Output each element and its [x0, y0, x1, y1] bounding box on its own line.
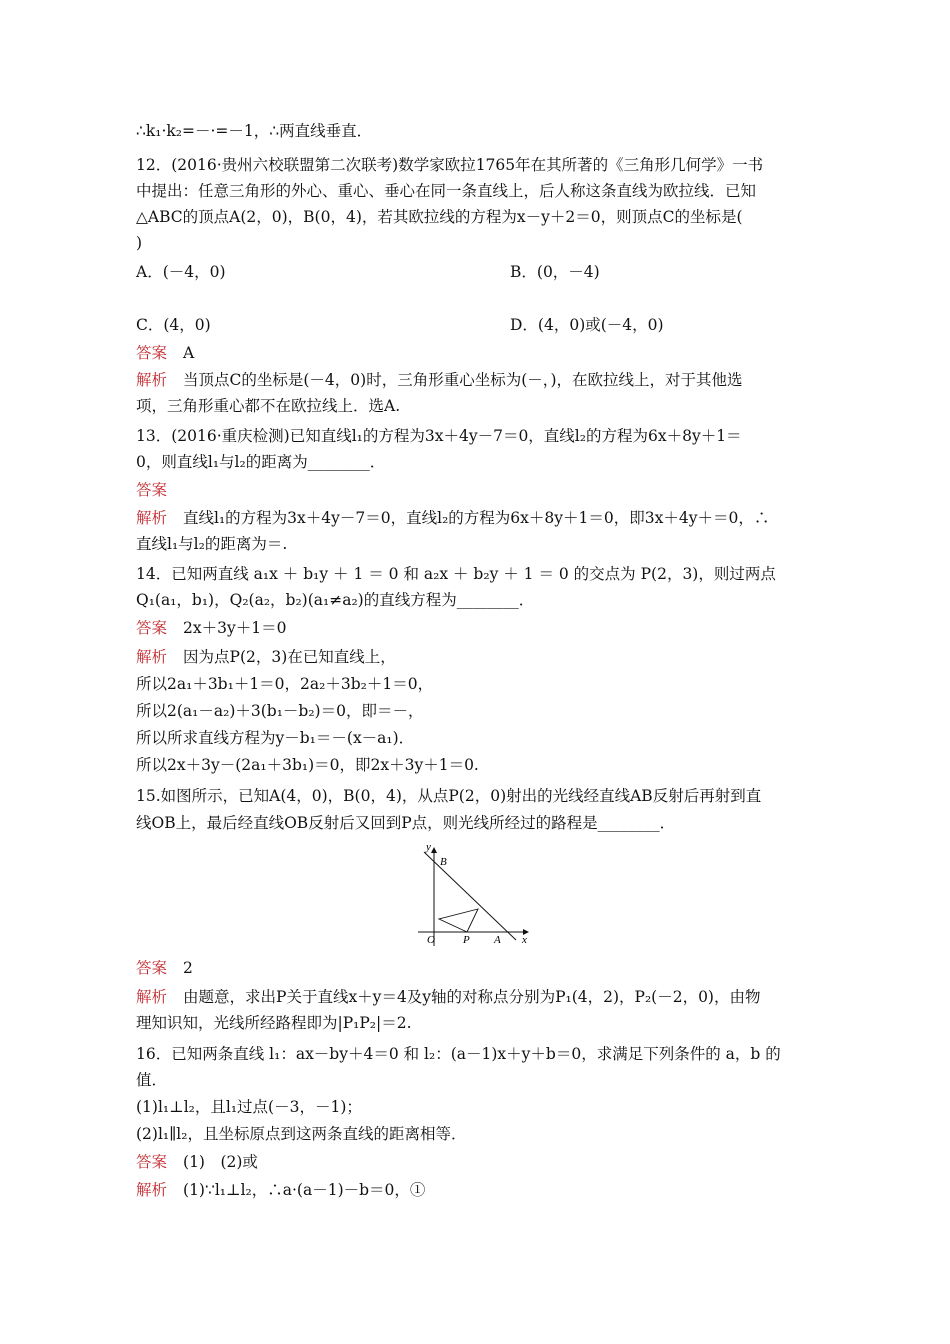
q16-answer: (1) (2)或: [183, 1153, 258, 1171]
q12-stem-line4: ): [136, 234, 143, 252]
q14-analysis-row1: [136, 644, 396, 670]
analysis-label: 解析: [136, 1181, 168, 1199]
q15-analysis-row1: [136, 984, 760, 1010]
label-a: A: [494, 934, 501, 946]
q14-stem-line1: 14．已知两直线 a₁x ＋ b₁y ＋ 1 ＝ 0 和 a₂x ＋ b₂y ＋ 1 ＝ 0 的交点为 P(2，3)，则过两点: [136, 565, 776, 583]
q16-stem-line1: 16．已知两条直线 l₁：ax－by＋4＝0 和 l₂：(a－1)x＋y＋b＝0，求满足下列条件的 a，b 的: [136, 1045, 781, 1063]
q12-answer-row: [136, 340, 194, 366]
answer-label: 答案: [136, 481, 168, 499]
q16-condition2: (2)l₁∥l₂，且坐标原点到这两条直线的距离相等．: [136, 1125, 467, 1143]
q14-answer: 2x＋3y＋1＝0: [183, 619, 287, 637]
q12-option-d: D．(4，0)或(－4，0): [510, 316, 664, 334]
q16-answer-row: [136, 1149, 258, 1175]
q12-option-a: A．(－4，0): [136, 263, 226, 281]
q14-answer-row: [136, 615, 286, 641]
analysis-label: 解析: [136, 988, 168, 1006]
line-ab: [424, 852, 516, 940]
q12-answer: A: [183, 344, 195, 362]
q14-analysis-line3: 所以2(a₁－a₂)＋3(b₁－b₂)＝0，即＝－，: [136, 702, 424, 720]
q13-analysis-line1: 直线l₁的方程为3x＋4y－7＝0，直线l₂的方程为6x＋8y＋1＝0，即3x＋4y＋＝0，∴: [183, 509, 770, 527]
q16-stem-line2: 值．: [136, 1071, 168, 1089]
q12-stem-line2: 中提出：任意三角形的外心、重心、垂心在同一条直线上，后人称这条直线为欧拉线．已知: [136, 182, 757, 200]
q12-analysis-row1: [136, 367, 743, 393]
answer-label: 答案: [136, 959, 168, 977]
q14-analysis-line5: 所以2x＋3y－(2a₁＋3b₁)＝0，即2x＋3y＋1＝0.: [136, 756, 479, 774]
q14-analysis-line2: 所以2a₁＋3b₁＋1＝0，2a₂＋3b₂＋1＝0，: [136, 675, 434, 693]
q12-option-b: B．(0，－4): [510, 263, 600, 281]
q13-stem-line1: 13．(2016·重庆检测)已知直线l₁的方程为3x＋4y－7＝0，直线l₂的方程为6x＋8y＋1＝: [136, 427, 742, 445]
q12-analysis-line1: 当顶点C的坐标是(－4，0)时，三角形重心坐标为(－，)，在欧拉线上，对于其他选: [183, 371, 743, 389]
q13-analysis-line2: 直线l₁与l₂的距离为＝.: [136, 535, 288, 553]
q15-stem-line1: 15.如图所示，已知A(4，0)，B(0，4)，从点P(2，0)射出的光线经直线AB反射后再射到直: [136, 787, 762, 805]
label-b: B: [440, 856, 447, 868]
analysis-label: 解析: [136, 648, 168, 666]
label-y: y: [426, 842, 431, 853]
q14-analysis-line4: 所以所求直线方程为y－b₁＝－(x－a₁)．: [136, 729, 415, 747]
label-x: x: [522, 934, 527, 946]
q13-stem-line2: 0，则直线l₁与l₂的距离为________．: [136, 453, 386, 471]
light-path: [439, 909, 478, 932]
answer-label: 答案: [136, 619, 168, 637]
q15-analysis-line1: 由题意，求出P关于直线x＋y＝4及y轴的对称点分别为P₁(4，2)，P₂(－2，0)，由物: [183, 988, 761, 1006]
q16-analysis-line1: (1)∵l₁⊥l₂，∴a·(a－1)－b＝0，①: [183, 1181, 426, 1199]
analysis-label: 解析: [136, 371, 168, 389]
q14-stem-line2: Q₁(a₁，b₁)，Q₂(a₂，b₂)(a₁≠a₂)的直线方程为________．: [136, 591, 535, 609]
q15-geometry-figure: [412, 842, 537, 948]
label-p: P: [463, 934, 470, 946]
q16-analysis-row1: [136, 1177, 425, 1203]
q15-answer-row: [136, 955, 193, 981]
q12-analysis-line2: 项，三角形重心都不在欧拉线上．选A.: [136, 397, 401, 415]
q16-condition1: (1)l₁⊥l₂，且l₁过点(－3，－1)；: [136, 1098, 362, 1116]
label-o: O: [427, 934, 435, 946]
q12-option-c: C．(4，0): [136, 316, 211, 334]
q12-stem-line3: △ABC的顶点A(2，0)，B(0，4)，若其欧拉线的方程为x－y＋2＝0，则顶点C的坐标是(: [136, 208, 743, 226]
answer-label: 答案: [136, 1153, 168, 1171]
q15-analysis-line2: 理知识知，光线所经路程即为|P₁P₂|＝2.: [136, 1014, 412, 1032]
q12-stem-line1: 12．(2016·贵州六校联盟第二次联考)数学家欧拉1765年在其所著的《三角形几何学》一书: [136, 156, 764, 174]
q15-stem-line2: 线OB上，最后经直线OB反射后又回到P点，则光线所经过的路程是________．: [136, 814, 676, 832]
analysis-label: 解析: [136, 509, 168, 527]
q14-analysis-line1: 因为点P(2，3)在已知直线上，: [183, 648, 396, 666]
q11-conclusion: ∴k₁·k₂=－·=－1，∴两直线垂直．: [136, 122, 373, 140]
q15-answer: 2: [183, 959, 193, 977]
answer-label: 答案: [136, 344, 168, 362]
q13-analysis-row1: [136, 505, 769, 531]
q13-answer-row: [136, 477, 167, 503]
